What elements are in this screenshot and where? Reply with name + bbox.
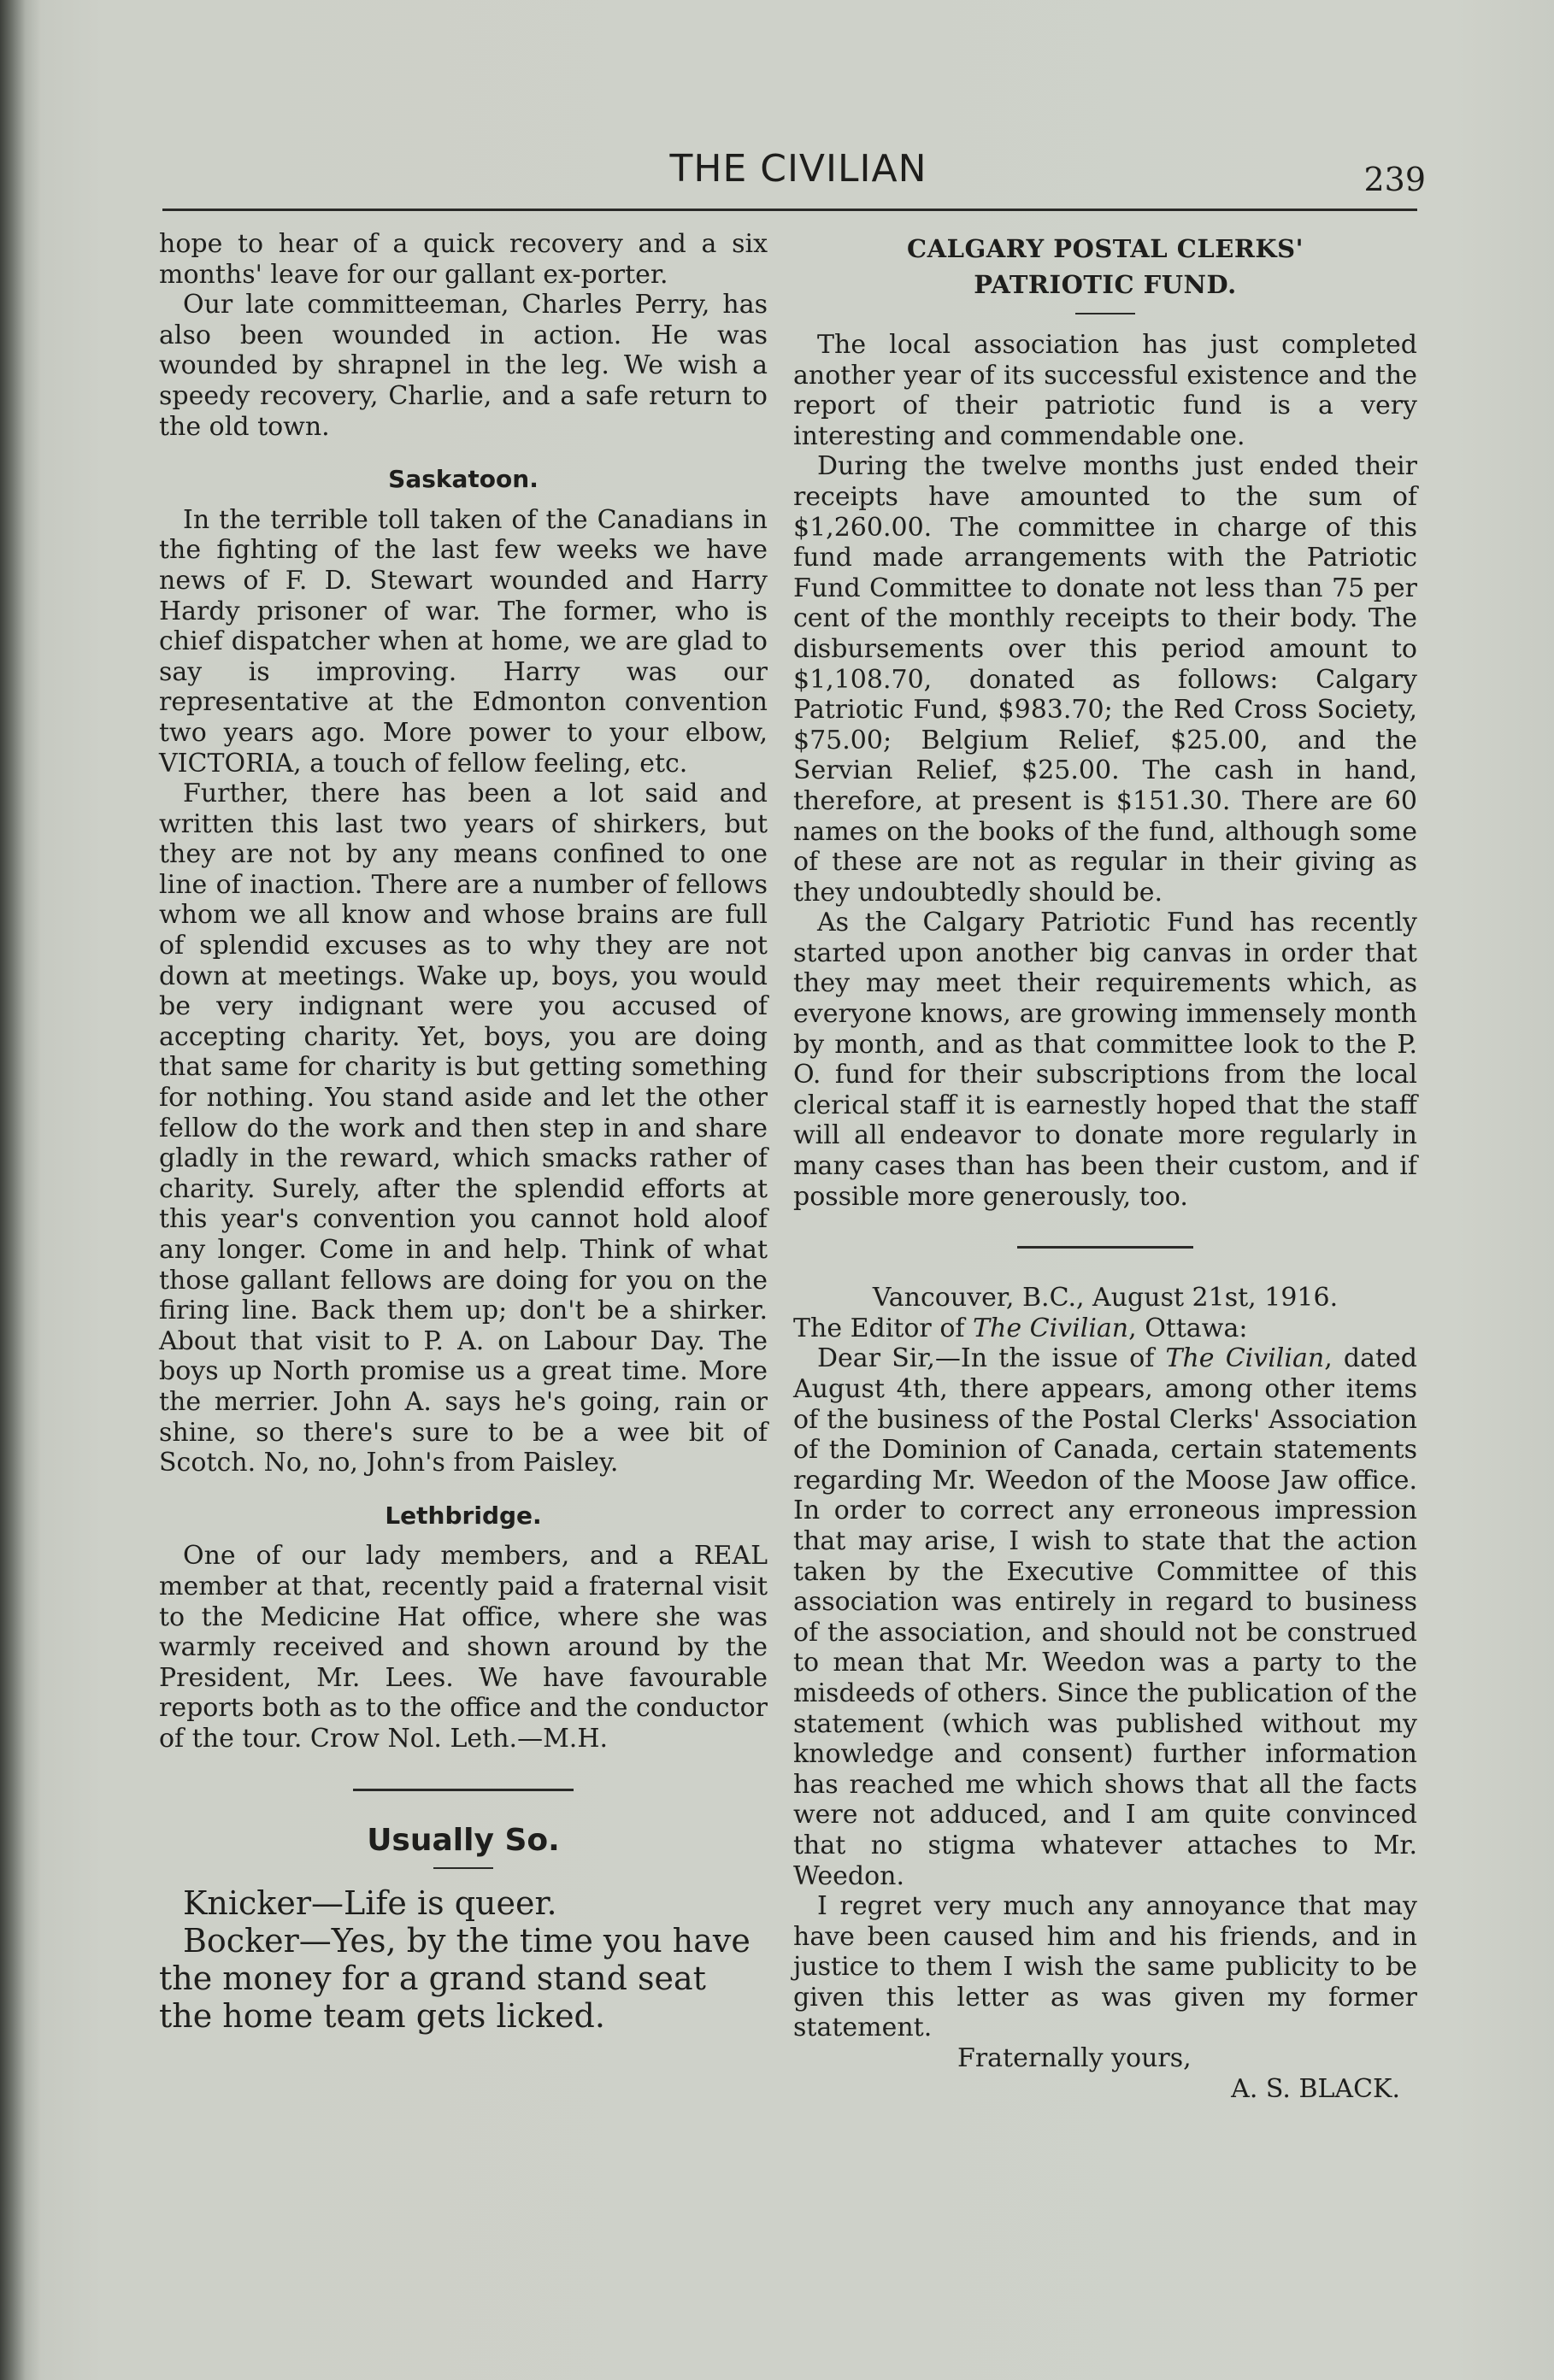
perry-paragraph: Our late committeeman, Charles Perry, has also been wounded in action. He was wounded by shrapnel in the leg. We wish a speedy recovery, Charlie, and a safe return to the old town. [159,290,768,442]
humor-line-2: Bocker—Yes, by the time you have the money for a grand stand seat the home team gets licked. [159,1922,751,2036]
letter-p1-prefix: Dear Sir,—In the issue of [817,1343,1166,1374]
letter-paragraph-2: I regret very much any annoyance that may have been caused him and his friends, and in justice to them I wish the same publicity to be given this letter as was given my former statement. [793,1891,1417,2043]
calgary-paragraph-1: The local association has just completed another year of its successful existence and the report of their patriotic fund is a very interesting and commendable one. [793,330,1417,451]
letter-p1-rest: , dated August 4th, there appears, among other items of the business of the Postal Clerks' Association of the Dominion of Canada, certain statements regarding Mr. Weedon of the Moose Jaw office. In order to correct any erroneous impression that may arise, I wish to state that the action taken by the Executive Committee of this association was entirely in regard to business of the association, and should not be construed to mean that Mr. Weedon was a party to the misdeeds of others. Since the publication of the statement (which was published without my knowledge and consent) further information has reached me which shows that all the facts were not adduced, and I am quite convinced that no stigma whatever attaches to Mr. Weedon. [793,1343,1417,1891]
letter-divider [1017,1246,1193,1249]
humor-piece [159,1884,768,2035]
humor-line-1: Knicker—Life is queer. [183,1884,557,1923]
letter-p1-publication: The Civilian [1165,1343,1325,1374]
letter-dateline: Vancouver, B.C., August 21st, 1916. [872,1283,1339,1313]
address-publication: The Civilian [973,1313,1129,1343]
humor-title: Usually So. [367,1822,560,1858]
saskatoon-paragraph-1: In the terrible toll taken of the Canadians in the fighting of the last few weeks we have news of F. D. Stewart wounded and Harry Hardy prisoner of war. The former, who is chief dispatcher when at home, we are glad to say is improving. Harry was our representative at the Edmonton convention two years ago. More power to your elbow, VICTORIA, a touch of fellow feeling, etc. [159,504,768,779]
calgary-title-line-2: PATRIOTIC FUND. [974,270,1237,299]
calgary-paragraph-2: During the twelve months just ended their receipts have amounted to the sum of $1,260.00. The committee in charge of this fund made arrangements with the Patriotic Fund Committee to donate not less than 75 per cent of the monthly receipts to their body. The disbursements over this period amount to $1,108.70, donated as follows: Calgary Patriotic Fund, $983.70; the Red Cross Society, $75.00; Belgium Relief, $25.00, and the Servian Relief, $25.00. The cash in hand, therefore, at present is $151.30. There are 60 names on the books of the fund, although some of these are not as regular in their giving as they undoubtedly should be. [793,451,1417,908]
header-rule [162,209,1417,211]
lethbridge-heading: Lethbridge. [385,1501,542,1530]
calgary-paragraph-3: As the Calgary Patriotic Fund has recently started upon another big canvas in order that they may meet their requirements which, as everyone knows, are growing immensely month by month, and as that committee look to the P. O. fund for their subscriptions from the local clerical staff it is earnestly hoped that the staff will all endeavor to donate more regularly in many cases than has been their custom, and if possible more generously, too. [793,908,1417,1212]
right-column [793,229,1417,2104]
letter-address [793,1313,1417,1344]
continued-paragraph: hope to hear of a quick recovery and a six months' leave for our gallant ex-porter. [159,229,768,290]
address-prefix: The Editor of [793,1313,974,1343]
saskatoon-heading: Saskatoon. [388,465,539,494]
section-divider [353,1789,574,1791]
page-number: 239 [1363,161,1426,198]
running-title: THE CIVILIAN [669,147,927,191]
lethbridge-paragraph: One of our lady members, and a REAL member at that, recently paid a fraternal visit to the Medicine Hat office, where she was warmly received and shown around by the President, Mr. Lees. We have favourable reports both as to the office and the conductor of the tour. Crow Nol. Leth.—M.H. [159,1541,768,1754]
letter-salutation: Fraternally yours, [957,2043,1192,2074]
calgary-title-line-1: CALGARY POSTAL CLERKS' [907,234,1304,263]
saskatoon-paragraph-2: Further, there has been a lot said and written this last two years of shirkers, but they are not by any means confined to one line of inaction. There are a number of fellows whom we all know and whose brains are full of splendid excuses as to why they are not down at meetings. Wake up, boys, you would be very indignant were you accused of accepting charity. Yet, boys, you are doing that same for charity is but getting something for nothing. You stand aside and let the other fellow do the work and then step in and share gladly in the reward, which smacks rather of charity. Surely, after the splendid efforts at this year's convention you cannot hold aloof any longer. Come in and help. Think of what those gallant fellows are doing for you on the firing line. Back them up; don't be a shirker. About that visit to P. A. on Labour Day. The boys up North promise us a great time. More the merrier. John A. says he's going, rain or shine, so there's sure to be a wee bit of Scotch. No, no, John's from Paisley. [159,779,768,1478]
letter-paragraph-1 [793,1343,1417,1891]
page-header [171,137,1426,205]
address-suffix: , Ottawa: [1128,1313,1248,1343]
letter-signature: A. S. BLACK. [1231,2073,1400,2104]
calgary-title-rule [1075,313,1135,314]
humor-title-rule [433,1867,493,1869]
left-column [159,229,768,2035]
